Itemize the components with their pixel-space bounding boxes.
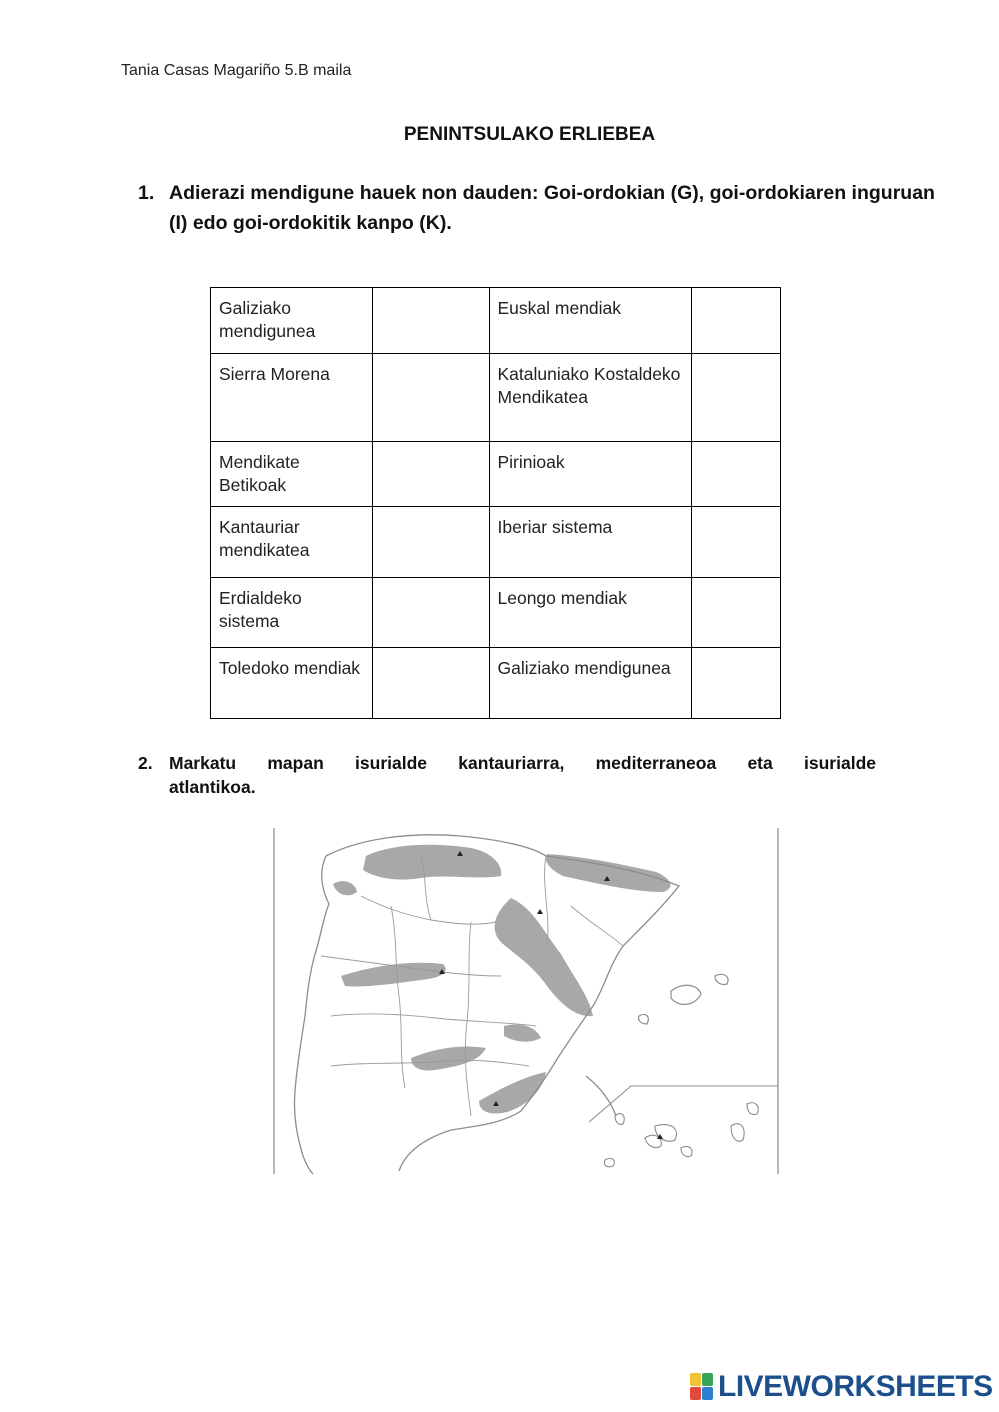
canary-islands-inset	[589, 1086, 778, 1167]
answer-cell[interactable]	[372, 648, 489, 719]
mountain-name: Pirinioak	[489, 442, 692, 507]
logo-mark-icon	[690, 1373, 714, 1401]
question-1-number: 1.	[138, 182, 155, 204]
question-1	[138, 178, 938, 238]
question-2-text-line1: Markatu mapan isurialde kantauriarra, mediterraneoa eta isurialde	[169, 753, 876, 773]
answer-cell[interactable]	[372, 442, 489, 507]
answer-cell[interactable]	[372, 507, 489, 578]
answer-cell[interactable]	[692, 648, 781, 719]
answer-cell[interactable]	[372, 578, 489, 648]
answer-cell[interactable]	[692, 288, 781, 354]
mountain-name: Erdialdeko sistema	[211, 578, 373, 648]
answer-cell[interactable]	[372, 288, 489, 354]
table-row	[211, 648, 781, 719]
table-row	[211, 288, 781, 354]
author-name: Tania Casas Magariño 5.B maila	[121, 62, 352, 79]
mountain-name: Galiziako mendigunea	[211, 288, 373, 354]
relief-areas	[333, 845, 670, 1114]
mountain-name: Sierra Morena	[211, 354, 373, 442]
question-2-text-line2: atlantikoa.	[169, 777, 256, 797]
table-row	[211, 507, 781, 578]
peak-markers	[439, 851, 663, 1139]
mountain-name: Galiziako mendigunea	[489, 648, 692, 719]
table-row	[211, 578, 781, 648]
logo-text: LIVEWORKSHEETS	[718, 1370, 993, 1403]
map-frame	[274, 828, 778, 1174]
table-row	[211, 354, 781, 442]
balearic-islands	[638, 974, 728, 1024]
mountain-name: Euskal mendiak	[489, 288, 692, 354]
answer-cell[interactable]	[692, 507, 781, 578]
page-title: PENINTSULAKO ERLIEBEA	[403, 124, 656, 145]
answer-cell[interactable]	[372, 354, 489, 442]
question-1-text: Adierazi mendigune hauek non dauden: Goi-ordokian (G), goi-ordokiaren inguruan (I) edo goi-ordokitik kanpo (K).	[169, 182, 935, 234]
answer-cell[interactable]	[692, 442, 781, 507]
question-2-number: 2.	[138, 753, 153, 773]
mountain-name: Toledoko mendiak	[211, 648, 373, 719]
mountain-name: Leongo mendiak	[489, 578, 692, 648]
mountain-name: Kantauriar mendikatea	[211, 507, 373, 578]
iberian-peninsula-relief-map[interactable]	[271, 826, 781, 1176]
table-row	[211, 442, 781, 507]
mountain-name: Iberiar sistema	[489, 507, 692, 578]
mountain-name: Kataluniako Kostaldeko Mendikatea	[489, 354, 692, 442]
question-2	[138, 751, 876, 799]
mountain-name: Mendikate Betikoak	[211, 442, 373, 507]
liveworksheets-logo	[690, 1370, 993, 1404]
answer-cell[interactable]	[692, 354, 781, 442]
answer-cell[interactable]	[692, 578, 781, 648]
mountains-table	[210, 287, 781, 719]
